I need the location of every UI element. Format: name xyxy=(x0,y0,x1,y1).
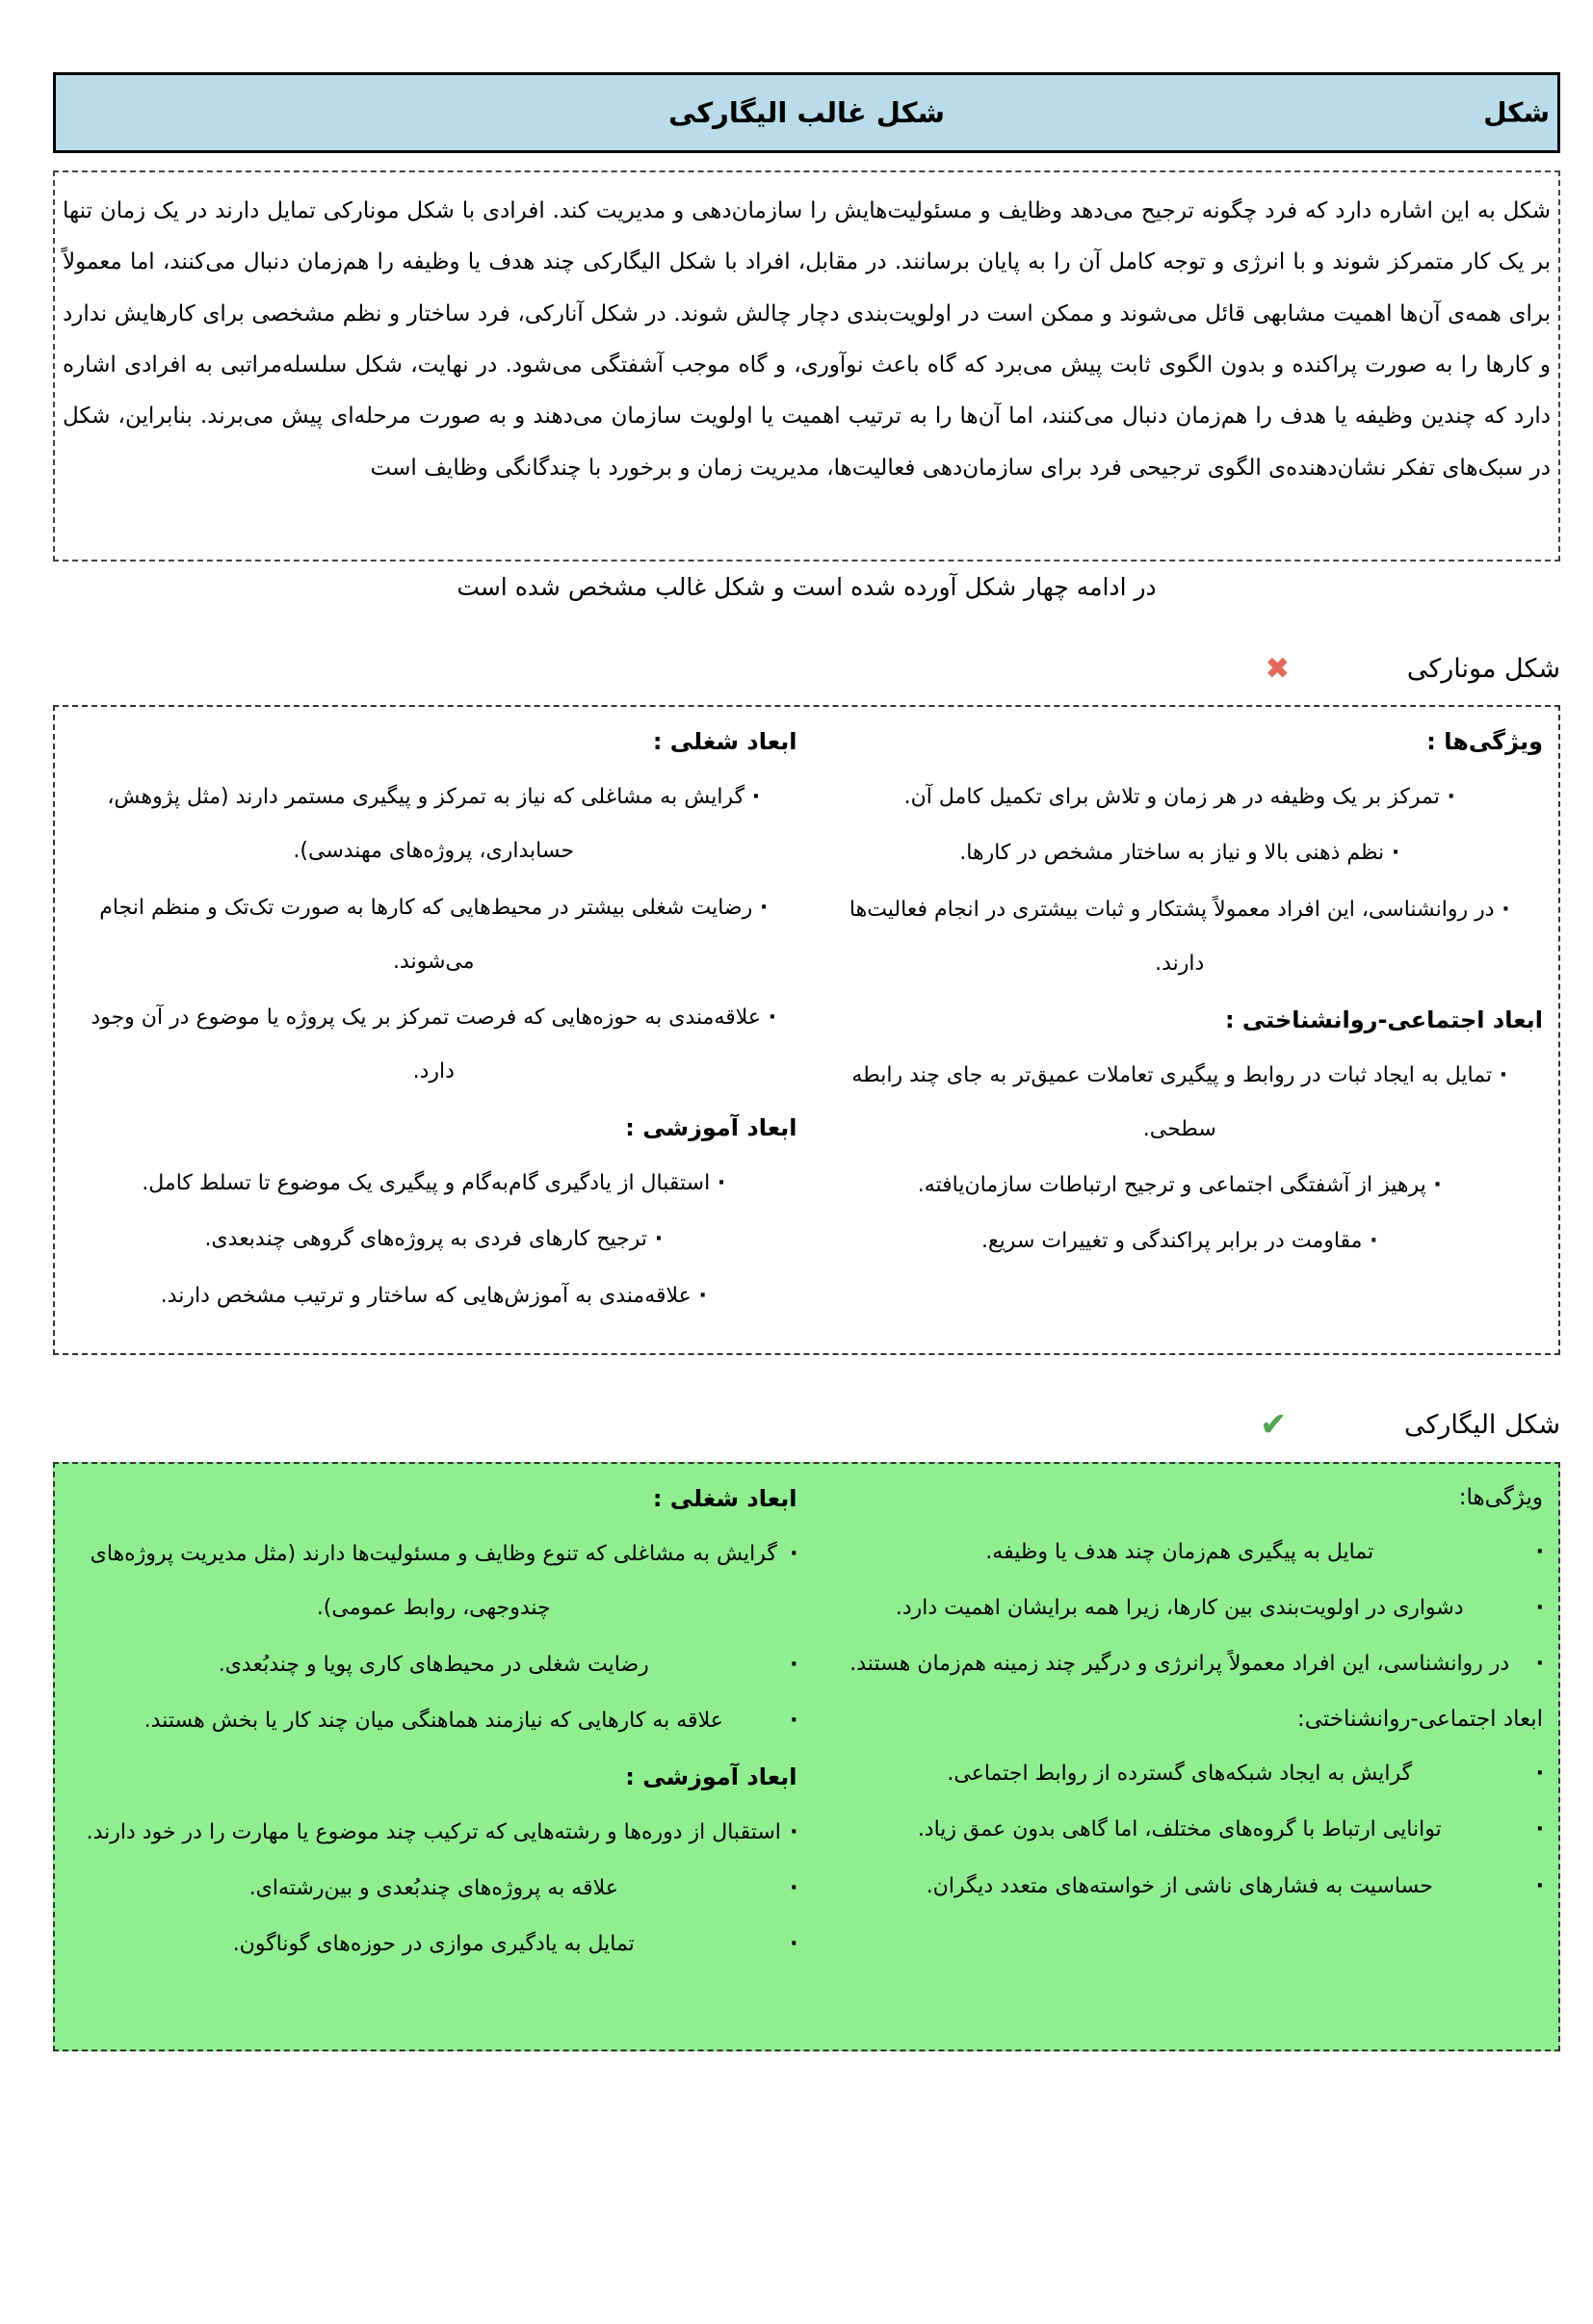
list-item: · گرایش به مشاغلی که نیاز به تمرکز و پیگیری مستمر دارند (مثل پژوهش، حسابداری، پروژه‌های مهندسی). xyxy=(66,770,801,878)
oligarchic-heading-label: شکل الیگارکی xyxy=(1404,1409,1560,1440)
section-title: ویژگی‌ها: xyxy=(1458,1485,1543,1510)
title-bar xyxy=(53,72,1560,153)
list-item: · علاقه‌مندی به حوزه‌هایی که فرصت تمرکز بر یک پروژه یا موضوع در آن وجود دارد. xyxy=(66,991,801,1099)
page-title: شکل غالب الیگارکی xyxy=(667,96,946,129)
list-item: · گرایش به مشاغلی که تنوع وظایف و مسئولیت‌ها دارند (مثل مدیریت پروژه‌های چندوجهی، روابط عمومی). xyxy=(66,1528,801,1635)
list-item: · حساسیت به فشارهای ناشی از خواسته‌های متعدد دیگران. xyxy=(813,1860,1548,1914)
list-item: · در روانشناسی، این افراد معمولاً پشتکار و ثبات بیشتری در انجام فعالیت‌ها دارند. xyxy=(813,883,1548,991)
oligarchic-left-column xyxy=(61,1472,807,2042)
list-item: · مقاومت در برابر پراکندگی و تغییرات سریع. xyxy=(813,1214,1548,1268)
list-item: · رضایت شغلی در محیط‌های کاری پویا و چندبُعدی. xyxy=(66,1638,801,1692)
section-title: ابعاد اجتماعی-روانشناختی: xyxy=(1296,1707,1543,1733)
list-item: · علاقه به کارهایی که نیازمند هماهنگی میان چند کار یا بخش هستند. xyxy=(66,1694,801,1748)
list-item: · در روانشناسی، این افراد معمولاً پرانرژی و درگیر چند زمینه هم‌زمان هستند. xyxy=(813,1637,1548,1691)
section-title: ابعاد شغلی : xyxy=(652,728,797,755)
monarchic-heading xyxy=(53,654,1560,684)
list-item: · علاقه‌مندی به آموزش‌هایی که ساختار و ترتیب مشخص دارند. xyxy=(66,1269,801,1323)
monarchic-left-column xyxy=(61,715,807,1345)
monarchic-heading-label: شکل مونارکی xyxy=(1406,654,1560,684)
intro-box xyxy=(53,170,1560,561)
monarchic-right-column xyxy=(807,715,1554,1345)
list-item: · استقبال از دوره‌ها و رشته‌هایی که ترکیب چند موضوع یا مهارت را در خود دارند. xyxy=(66,1806,801,1860)
list-item: · نظم ذهنی بالا و نیاز به ساختار مشخص در کارها. xyxy=(813,826,1548,880)
page-content xyxy=(53,72,1560,2051)
subtitle-text: در ادامه چهار شکل آورده شده است و شکل غالب مشخص شده است xyxy=(457,573,1157,601)
oligarchic-box xyxy=(53,1462,1560,2051)
section-title: ابعاد شغلی : xyxy=(652,1485,797,1512)
section-title: ابعاد اجتماعی-روانشناختی : xyxy=(1224,1005,1543,1033)
list-item: · تمایل به یادگیری موازی در حوزه‌های گوناگون. xyxy=(66,1918,801,1971)
list-item: · تمایل به ایجاد ثبات در روابط و پیگیری تعاملات عمیق‌تر به جای چند رابطه سطحی. xyxy=(813,1049,1548,1157)
check-icon xyxy=(1260,1408,1287,1441)
monarchic-box xyxy=(53,705,1560,1355)
section-title: ویژگی‌ها : xyxy=(1426,728,1543,755)
intro-text: شکل به این اشاره دارد که فرد چگونه ترجیح می‌دهد وظایف و مسئولیت‌هایش را سازمان‌دهی و مدیریت کند. افرادی با شکل مونارکی تمایل دارند در یک زمان تنها بر یک کار متمرکز شوند و با انرژی و توجه کامل آن را به پایان برسانند. در مقابل، افراد با شکل الیگارکی چند هدف یا وظیفه را هم‌زمان دنبال می‌کنند، اما معمولاً برای همه‌ی آن‌ها اهمیت مشابهی قائل می‌شوند و ممکن است در اولویت‌بندی دچار چالش شوند. در شکل آنارکی، فرد ساختار و نظم مشخصی برای کارهایش ندارد و کارها را به صورت پراکنده و بدون الگوی ثابت پیش می‌برد که گاه باعث نوآوری، و گاه موجب آشفتگی می‌شود. در نهایت، شکل سلسله‌مراتبی به افرادی اشاره دارد که چندین وظیفه یا هدف را هم‌زمان دنبال می‌کنند، اما آن‌ها را به ترتیب اهمیت یا اولویت سازمان می‌دهند و به صورت مرحله‌ای پیش می‌برند. بنابراین، شکل در سبک‌های تفکر نشان‌دهنده‌ی الگوی ترجیحی فرد برای سازمان‌دهی فعالیت‌ها، مدیریت زمان و برخورد با چندگانگی وظایف است xyxy=(63,198,1551,481)
list-item: · استقبال از یادگیری گام‌به‌گام و پیگیری یک موضوع تا تسلط کامل. xyxy=(66,1157,801,1211)
list-item: · تمرکز بر یک وظیفه در هر زمان و تلاش برای تکمیل کامل آن. xyxy=(813,770,1548,824)
list-item: · توانایی ارتباط با گروه‌های مختلف، اما گاهی بدون عمق زیاد. xyxy=(813,1803,1548,1857)
list-item: · علاقه به پروژه‌های چندبُعدی و بین‌رشته‌ای. xyxy=(66,1862,801,1916)
list-item: · تمایل به پیگیری هم‌زمان چند هدف یا وظیفه. xyxy=(813,1526,1548,1580)
section-title: ابعاد آموزشی : xyxy=(625,1113,797,1141)
list-item: · رضایت شغلی بیشتر در محیط‌هایی که کارها به صورت تک‌تک و منظم انجام می‌شوند. xyxy=(66,881,801,989)
oligarchic-right-column xyxy=(807,1472,1554,2042)
title-bar-label: شکل xyxy=(1483,96,1550,129)
section-title: ابعاد آموزشی : xyxy=(625,1763,797,1790)
list-item: · ترجیح کارهای فردی به پروژه‌های گروهی چندبعدی. xyxy=(66,1213,801,1266)
list-item: · گرایش به ایجاد شبکه‌های گسترده از روابط اجتماعی. xyxy=(813,1747,1548,1801)
list-item: · دشواری در اولویت‌بندی بین کارها، زیرا همه برایشان اهمیت دارد. xyxy=(813,1581,1548,1635)
cross-icon xyxy=(1266,655,1290,684)
oligarchic-heading xyxy=(53,1408,1560,1441)
list-item: · پرهیز از آشفتگی اجتماعی و ترجیح ارتباطات سازمان‌یافته. xyxy=(813,1159,1548,1213)
document-page xyxy=(0,72,1593,2324)
